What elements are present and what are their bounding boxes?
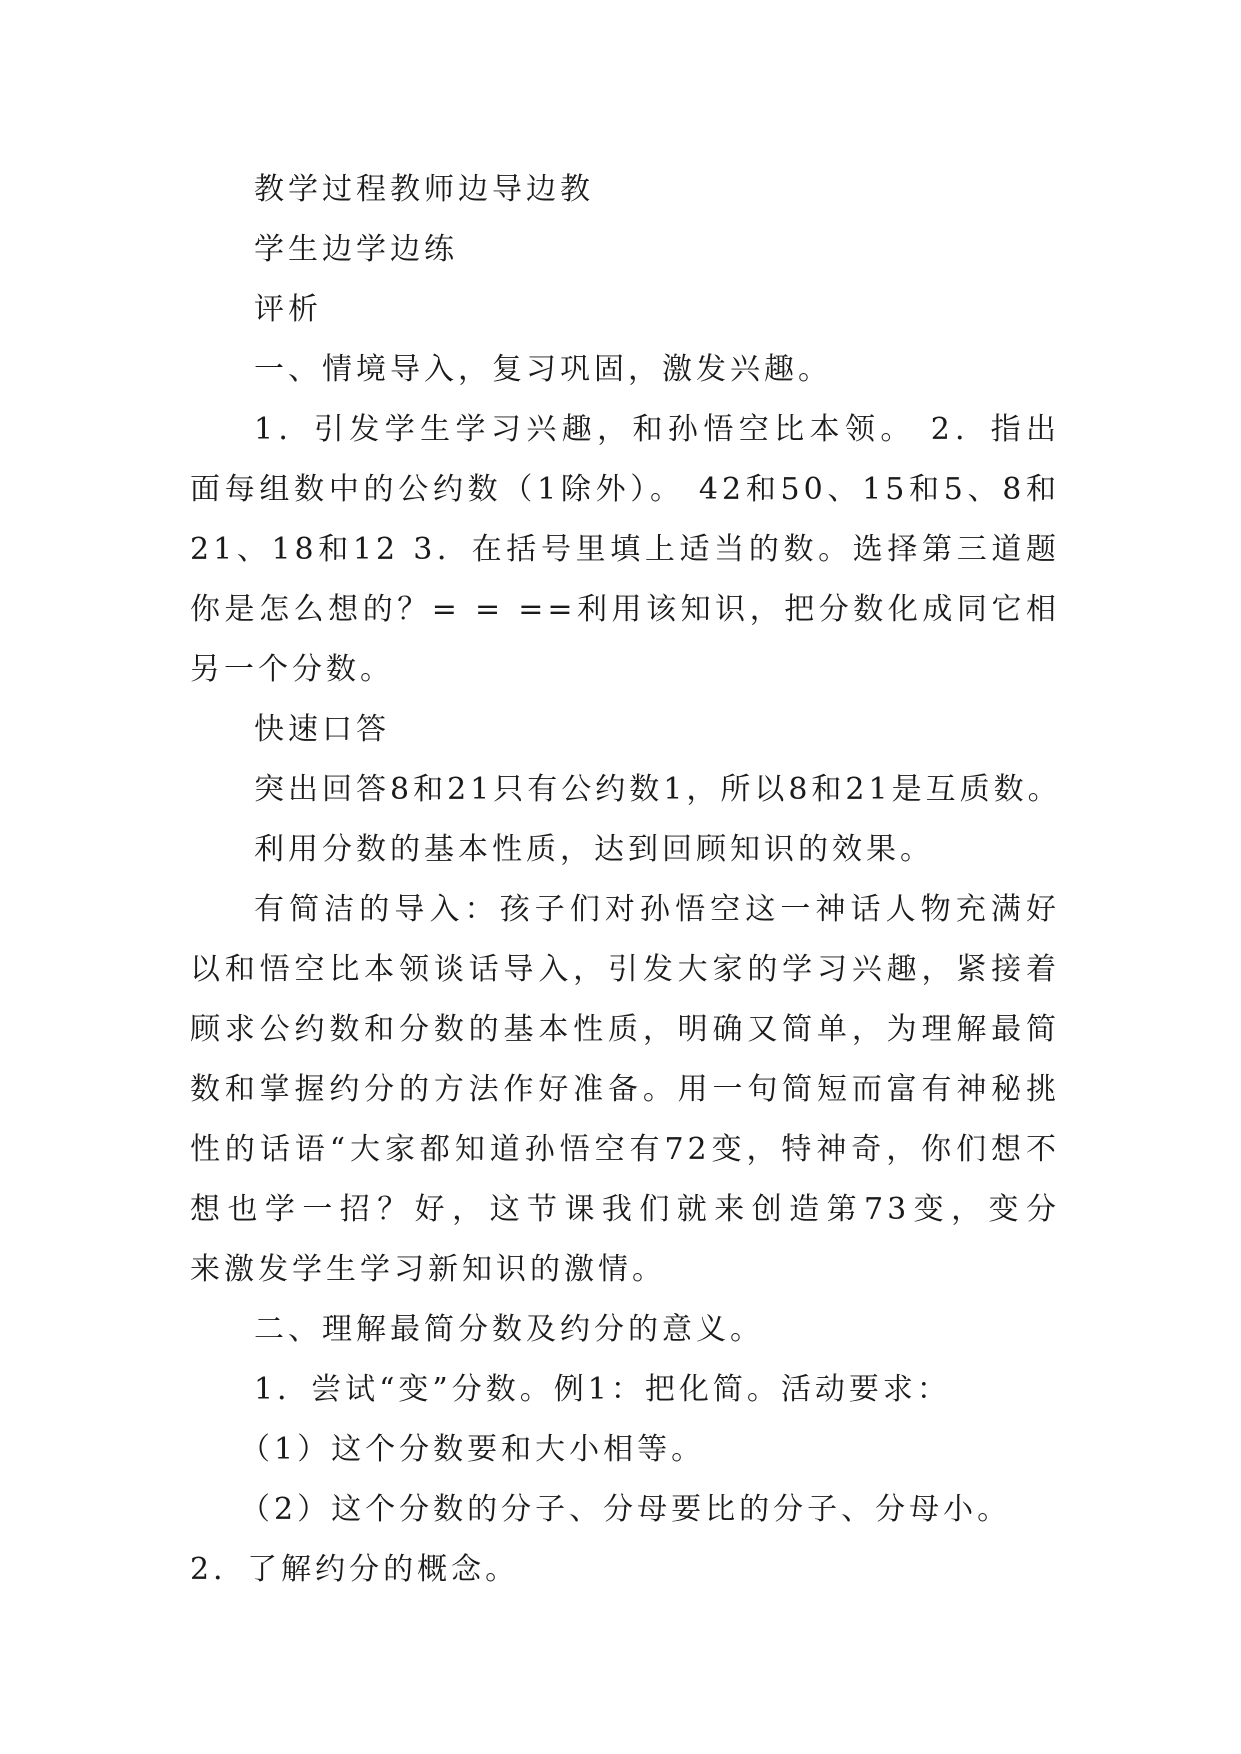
paragraph-line: 数和掌握约分的方法作好准备。用一句简短而富有神秘挑 [190,1072,1060,1107]
paragraph-line: 2．了解约分的概念。 [190,1552,520,1587]
paragraph-line: 21、18和12 3．在括号里填上适当的数。选择第三道题 [190,532,1060,567]
paragraph-line: 1．引发学生学习兴趣，和孙悟空比本领。 2．指出 [254,412,1060,447]
paragraph-line: 来激发学生学习新知识的激情。 [190,1252,666,1287]
requirement-item: （2）这个分数的分子、分母要比的分子、分母小。 [240,1492,1012,1527]
paragraph-line: 顾求公约数和分数的基本性质，明确又简单，为理解最简 [190,1012,1060,1047]
paragraph-line: 以和悟空比本领谈话导入，引发大家的学习兴趣，紧接着 [190,952,1060,987]
paragraph-line: 有简洁的导入：孩子们对孙悟空这一神话人物充满好 [254,892,1060,927]
paragraph-line: 另一个分数。 [190,652,394,687]
paragraph-line: 利用分数的基本性质，达到回顾知识的效果。 [254,832,934,867]
heading-teaching-process: 教学过程教师边导边教 [254,172,594,207]
section-one-title: 一、情境导入，复习巩固，激发兴趣。 [254,352,832,387]
paragraph-line: 你是怎么想的？= = ==利用该知识，把分数化成同它相 [190,592,1060,627]
quick-answer-label: 快速口答 [254,712,390,747]
heading-student-practice: 学生边学边练 [254,232,458,267]
requirement-item: （1）这个分数要和大小相等。 [240,1432,706,1467]
paragraph-line: 突出回答8和21只有公约数1，所以8和21是互质数。 [254,772,1062,807]
paragraph-line: 1．尝试“变”分数。例1：把化简。活动要求： [254,1372,951,1407]
paragraph-line: 想也学一招？好，这节课我们就来创造第73变，变分 [190,1192,1060,1227]
heading-commentary: 评析 [254,292,322,327]
paragraph-line: 性的话语“大家都知道孙悟空有72变，特神奇，你们想不 [190,1132,1060,1167]
paragraph-line: 面每组数中的公约数（1除外）。 42和50、15和5、8和 [190,472,1060,507]
document-body [190,160,1060,1600]
section-two-title: 二、理解最简分数及约分的意义。 [254,1312,764,1347]
